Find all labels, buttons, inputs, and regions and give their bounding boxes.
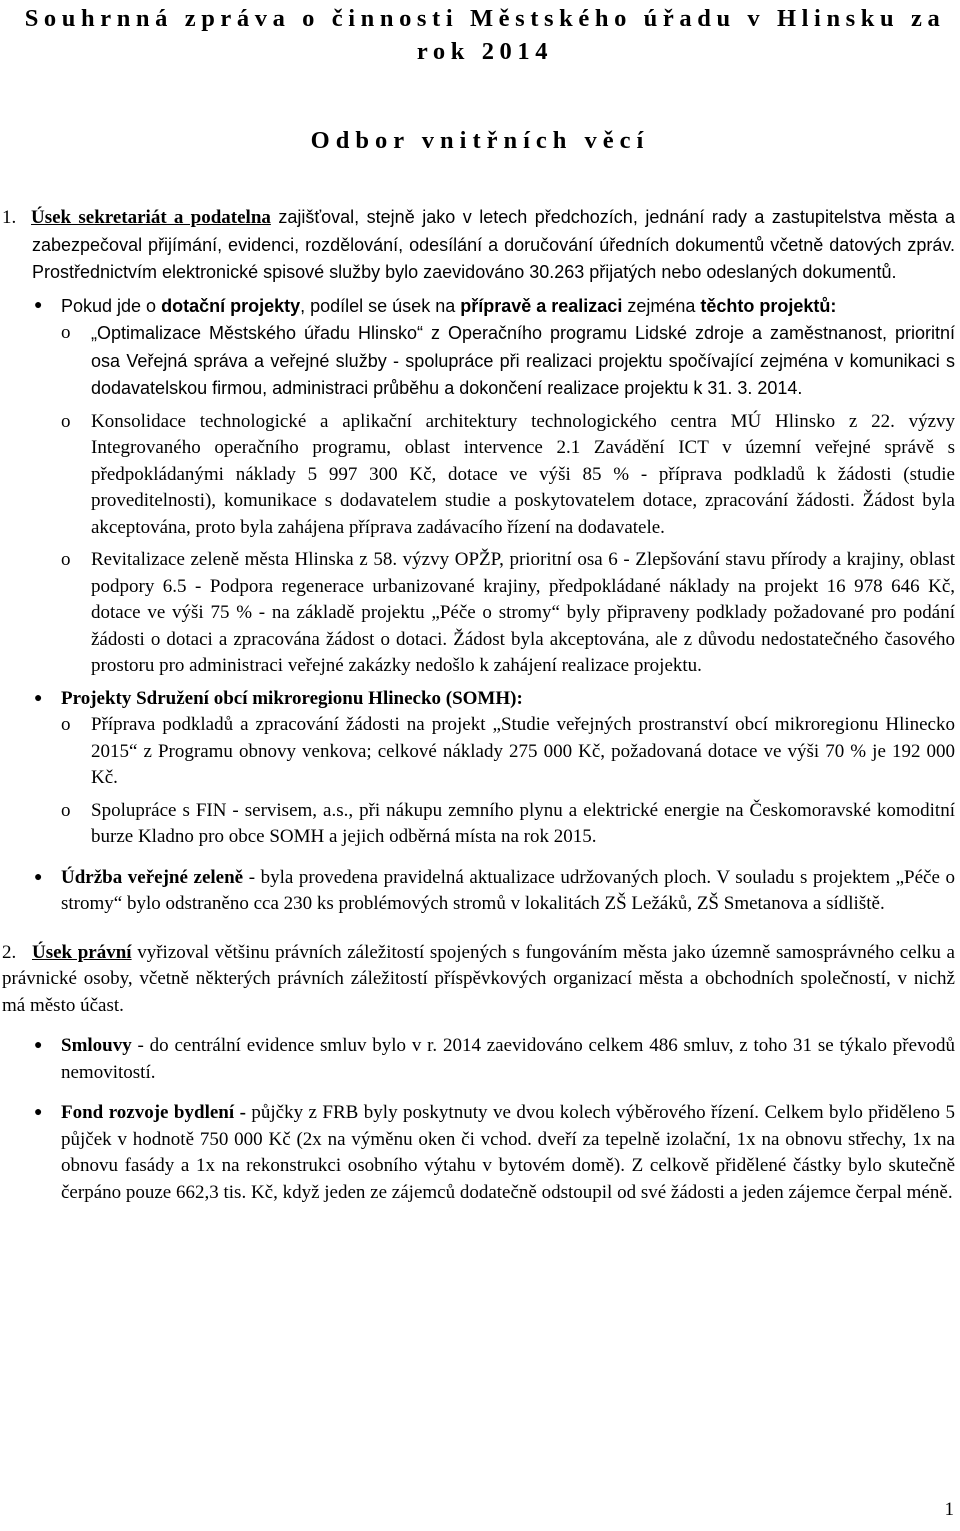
list-item-optimalizace: o „Optimalizace Městského úřadu Hlinsko“ z Operačního programu Lidské zdroje a zaměstnanost, prioritní osa Veřejná správa a veřejné služby - spolupráce při realizaci projektu spočívající zejména v komunikaci s dodavatelskou firmou, administraci průběhu a dokončení realizace projektu k 31. 3. 2014. (61, 322, 955, 398)
sub-bullet-icon: o (61, 549, 71, 570)
bullet-fond-rozvoje: ● Fond rozvoje bydlení - půjčky z FRB byly poskytnuty ve dvou kolech výběrového řízení. Celkem bylo přiděleno 5 půjček v hodnotě 750 000 Kč (2x na výměnu oken či vchod. dveří za tepelně izolační, 1x na obnovu střechy, 1x na obnovu fasády a 1x na rekonstrukci osobního výtahu v bytovém domě). Z celkově přidělené částky bylo skutečně čerpáno pouze 662,3 tis. Kč, když jeden ze zájemců dodatečně odstoupil od své žádosti a jeden zájemce čerpal méně. (34, 1102, 956, 1203)
bullet-icon: ● (34, 869, 43, 885)
bullet-icon: ● (34, 690, 43, 706)
sub-bullet-icon: o (61, 410, 71, 432)
department-heading: Odbor vnitřních věcí (310, 127, 650, 154)
sub-bullet-icon: o (61, 714, 71, 735)
sub-bullet-icon: o (61, 799, 71, 821)
bullet-smlouvy: ● Smlouvy - do centrální evidence smluv bylo v r. 2014 zaevidováno celkem 486 smluv, z toho 31 se týkalo převodů nemovitostí. (34, 1035, 955, 1083)
section-2-number: 2. (2, 941, 17, 963)
page-number: 1 (944, 1499, 954, 1520)
list-item-revitalizace: o Revitalizace zeleně města Hlinska z 58. výzvy OPŽP, prioritní osa 6 - Zlepšování stavu přírody a krajiny, oblast podpory 6.5 - Podpora regenerace urbanizované krajiny, předpokládané náklady na projekt 16 978 646 Kč, dotace ve výši 75 % - na základě projektu „Péče o stromy“ byly připraveny podklady požadované pro podání žádosti o dotaci a zpracována žádost o dotaci. Žádost byla akceptována, ale z důvodu nedostatečného časového prostoru pro administraci veřejné zakázky nedošlo k zahájení realizace projektu. (61, 549, 955, 676)
bullet-icon: ● (34, 297, 43, 313)
bullet-icon: ● (34, 1105, 43, 1120)
keyword-projekty: těchto projektů: (700, 295, 837, 316)
sub-bullet-icon: o (61, 322, 71, 343)
bullet-icon: ● (34, 1038, 43, 1053)
section-1-heading: Úsek sekretariát a podatelna (31, 207, 271, 228)
list-item-konsolidace: o Konsolidace technologické a aplikační architektury technologického centra MÚ Hlinsko z 22. výzvy Integrovaného operačního programu, oblast intervence 2.1 Zavádění ICT v územní veřejné správě s předpokládanými náklady 5 997 300 Kč, dotace ve výši 85 % - příprava podkladů k žádosti (studie proveditelnosti), komunikace s dodavatelem studie a poskytovatelem dotace, zpracování žádosti. Žádost byla akceptována, proto byla zahájena příprava zadávacího řízení na dodavatele. (61, 410, 955, 538)
section-1-text: zajišťoval, stejně jako v letech předchozích, jednání rady a zastupitelstva města a zabezpečoval přijímání, evidenci, rozdělování, odesílání a doručování úředních dokumentů včetně datových zpráv. Prostřednictvím elektronické spisové služby bylo zaevidováno 30.263 přijatých nebo odeslaných dokumentů. (32, 207, 955, 282)
bullet-somh: ● Projekty Sdružení obcí mikroregionu Hlinecko (SOMH): (32, 686, 955, 713)
list-item-fin-servis: o Spolupráce s FIN - servisem, a.s., při nákupu zemního plynu a elektrické energie na Českomoravské komoditní burze Kladno pro obce SOMH a jejich odběrná místa na rok 2015. (61, 799, 955, 847)
document-body (2, 204, 956, 1206)
section-1-paragraph (2, 204, 955, 287)
bullet-udrzba-zelene: ● Údržba veřejné zeleně - byla provedena pravidelná aktualizace udržovaných ploch. V souladu s projektem „Péče o stromy“ bylo odstraněno cca 230 ks problémových stromů v lokalitách ZŠ Ležáků, ZŠ Smetanova a sídliště. (34, 866, 955, 914)
section-2-paragraph: 2. Úsek právní vyřizoval většinu právních záležitostí spojených s fungováním města jako územně samosprávného celku a právnické osoby, včetně některých právních záležitostí příspěvkových organizací města a obchodních společností, v nichž má město účast. (2, 941, 955, 1016)
list-item-studie: o Příprava podkladů a zpracování žádosti na projekt „Studie veřejných prostranství obcí mikroregionu Hlinecko 2015“ z Programu obnovy venkova; celkové náklady 275 000 Kč, požadovaná dotace ve výši 70 % je 192 000 Kč. (61, 714, 955, 788)
section-1-number: 1. (2, 207, 17, 228)
keyword-priprava: přípravě a realizaci (460, 295, 623, 316)
bullet-dotacni-projekty: ● Pokud jde o dotační projekty, podílel se úsek na přípravě a realizaci zejména těchto projektů: (32, 293, 955, 321)
section-2-heading: Úsek právní (32, 941, 132, 963)
keyword-dotacni-projekty: dotační projekty (161, 295, 301, 316)
document-title: Souhrnná zpráva o činnosti Městského úřadu v Hlinsku za rok 2014 (24, 5, 946, 65)
